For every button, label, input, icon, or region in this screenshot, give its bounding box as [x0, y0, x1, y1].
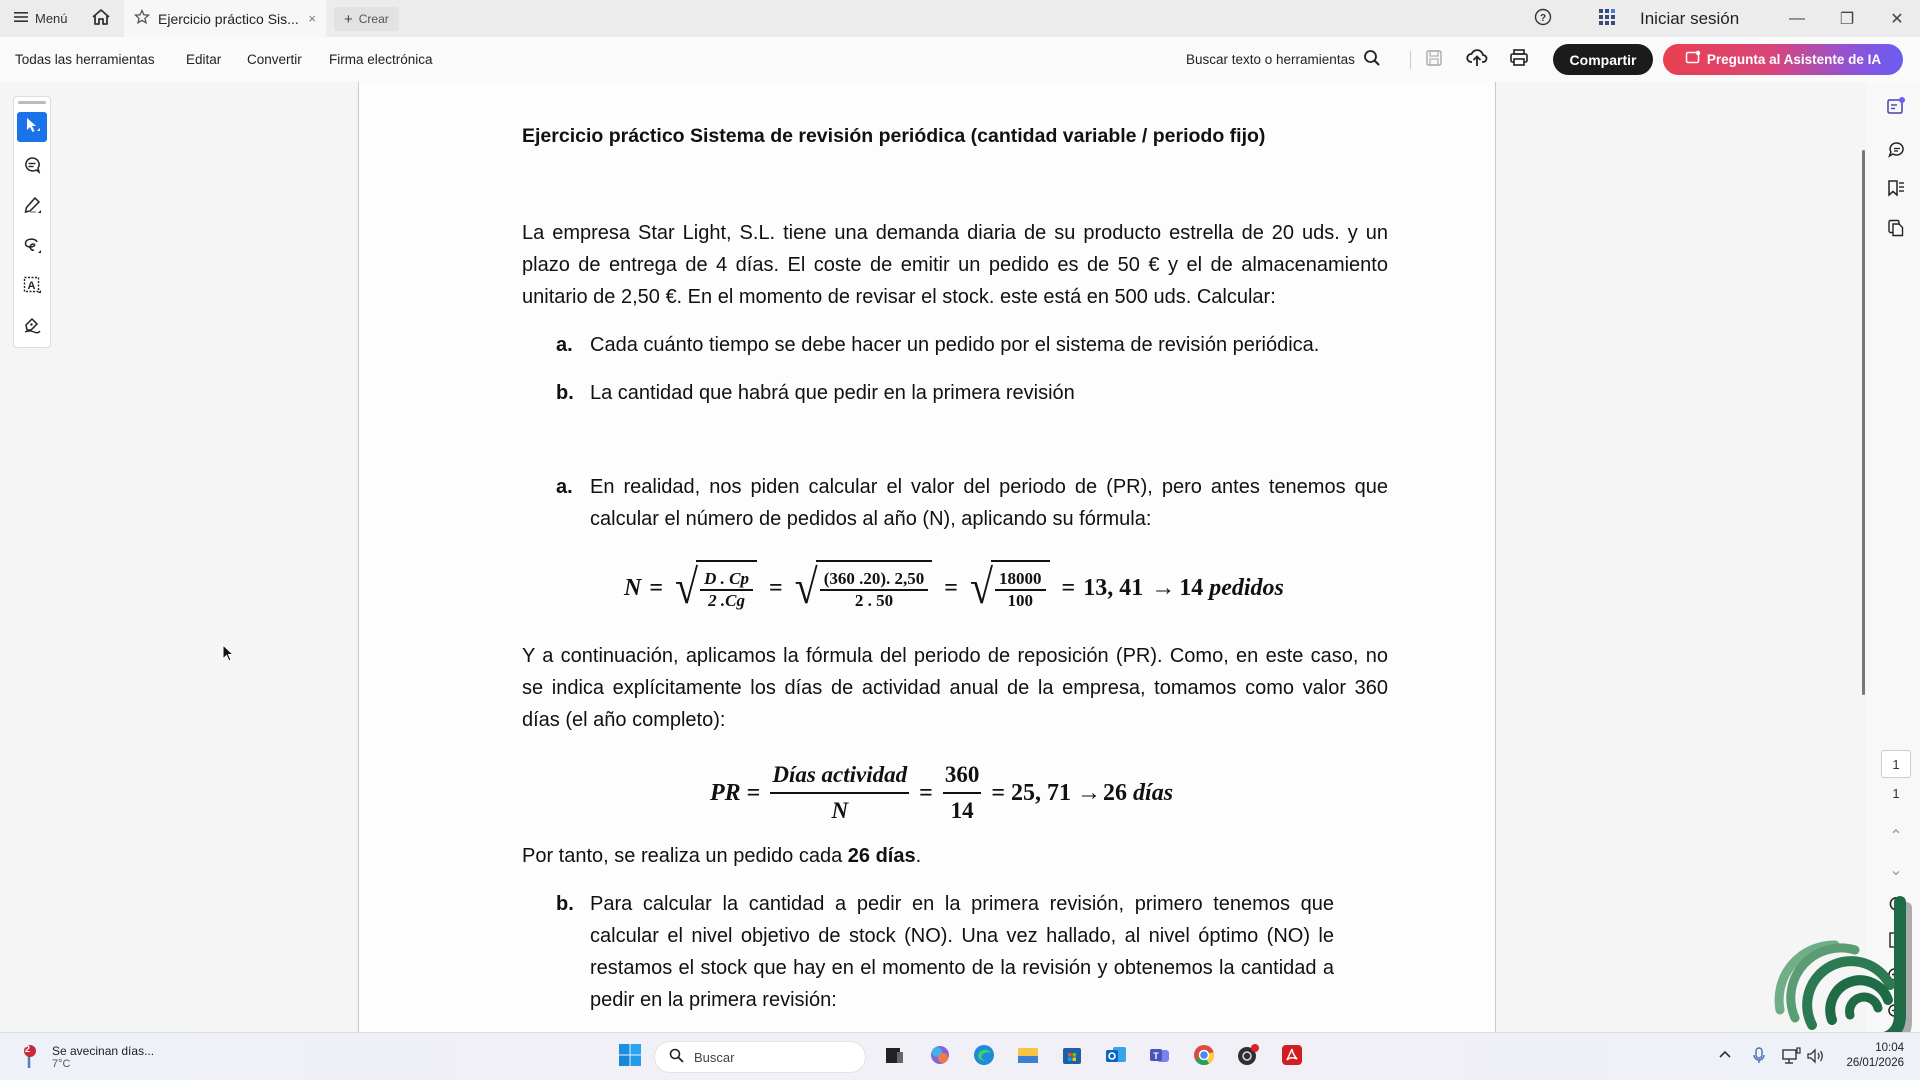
formula-n-eq3: =	[944, 574, 958, 601]
intro-paragraph: La empresa Star Light, S.L. tiene una demanda diaria de su producto estrella de 20 uds. y un plazo de entrega de 4 días. El coste de emitir un pedido es de 50 € y el de almacenamiento unitario de 2,50 €. En el momento de revisar el stock. este está en 500 uds. Calcular:	[522, 222, 1388, 308]
file-explorer-button[interactable]	[1012, 1041, 1044, 1073]
tab-title: Ejercicio práctico Sis...	[158, 10, 299, 27]
taskbar-search-placeholder: Buscar	[694, 1049, 735, 1065]
formula-n	[624, 554, 1284, 622]
acrobat-button[interactable]	[1276, 1041, 1308, 1073]
taskbar-search-box[interactable]	[654, 1041, 866, 1073]
menu-e-signature[interactable]: Firma electrónica	[329, 52, 433, 67]
menu-label: Menú	[35, 11, 68, 26]
menu-edit[interactable]: Editar	[186, 52, 222, 67]
minimize-button[interactable]: —	[1789, 9, 1805, 27]
draw-tool-button[interactable]	[17, 192, 47, 222]
pen-highlight-icon	[22, 195, 42, 220]
select-tool-button[interactable]	[17, 112, 47, 142]
outlook-button[interactable]	[1100, 1041, 1132, 1073]
question-a-text: Cada cuánto tiempo se debe hacer un pedido por el sistema de revisión periódica.	[590, 334, 1320, 356]
start-button[interactable]	[614, 1041, 646, 1073]
formula-pr-unit: días	[1133, 779, 1174, 806]
share-button[interactable]: Compartir	[1553, 44, 1653, 75]
main-toolbar	[0, 37, 1920, 82]
system-clock[interactable]	[1836, 1041, 1904, 1071]
svg-text:?: ?	[1539, 13, 1547, 24]
plus-icon: +	[344, 10, 353, 28]
restore-button[interactable]: ❐	[1839, 10, 1855, 28]
obs-icon	[1236, 1043, 1260, 1072]
formula-pr-f2-num: 360	[943, 762, 982, 794]
formula-pr	[710, 752, 1173, 834]
tray-overflow-icon[interactable]	[1718, 1047, 1732, 1062]
microphone-icon[interactable]	[1752, 1047, 1766, 1068]
sign-in-link[interactable]: Iniciar sesión	[1640, 8, 1740, 28]
conclusion-paragraph	[522, 840, 921, 872]
task-view-button[interactable]	[878, 1041, 910, 1073]
bookmarks-icon	[1886, 178, 1906, 203]
weather-badge: 2	[25, 1044, 31, 1054]
ai-panel-button[interactable]	[1884, 96, 1908, 120]
weather-icon	[22, 1042, 44, 1072]
formula-n-f2-num: (360 .20). 2,50	[820, 569, 929, 591]
store-button[interactable]	[1056, 1041, 1088, 1073]
comments-icon	[1886, 140, 1906, 165]
arrow-right-icon: →	[1077, 779, 1102, 806]
toolbar-divider	[1410, 51, 1411, 69]
formula-n-f2-den: 2 . 50	[854, 591, 894, 610]
home-button[interactable]	[90, 0, 112, 37]
formula-n-final: 14	[1179, 574, 1204, 601]
upload-cloud-button[interactable]	[1465, 48, 1489, 72]
conclusion-bold: 26 días	[847, 845, 916, 867]
print-button[interactable]	[1507, 48, 1531, 72]
edge-button[interactable]	[968, 1041, 1000, 1073]
page-total: 1	[1892, 786, 1900, 801]
question-a-marker: a.	[556, 334, 573, 356]
formula-pr-lhs: PR	[710, 779, 741, 806]
next-page-button[interactable]: ⌄	[1889, 862, 1903, 879]
menu-all-tools[interactable]: Todas las herramientas	[15, 52, 155, 67]
store-icon	[1060, 1043, 1084, 1072]
close-window-button[interactable]: ✕	[1890, 10, 1904, 28]
edge-icon	[972, 1043, 996, 1072]
text-recognition-icon	[22, 275, 42, 300]
create-label: Crear	[358, 12, 389, 26]
chrome-icon	[1192, 1043, 1216, 1072]
obs-button[interactable]	[1232, 1041, 1264, 1073]
answer-b-text: Para calcular la cantidad a pedir en la primera revisión, primero tenemos que calcular el nivel objetivo de stock (NO). Una vez hallado, al nivel óptimo (NO) le restamos el stock que hay en el momento de la revisión y obtenemos la cantidad a pedir en la primera revisión:	[590, 893, 1334, 1011]
tab-close-icon[interactable]: ×	[308, 11, 316, 26]
sign-tool-button[interactable]	[17, 312, 47, 342]
formula-pr-eq3: =	[991, 779, 1006, 806]
formula-pr-result: 25, 71	[1011, 779, 1072, 806]
help-icon	[1534, 8, 1552, 29]
formula-pr-f1-num: Días actividad	[770, 762, 909, 794]
clock-time: 10:04	[1875, 1042, 1904, 1054]
pages-panel-button[interactable]	[1884, 218, 1908, 242]
answer-b-marker: b.	[556, 893, 574, 915]
mouse-cursor-icon	[222, 644, 236, 669]
select-cursor-icon	[23, 116, 41, 139]
comment-icon	[22, 155, 42, 180]
weather-temp: 7°C	[52, 1058, 71, 1070]
formula-n-f3-den: 100	[1007, 591, 1034, 610]
star-icon[interactable]	[134, 9, 150, 28]
comments-panel-button[interactable]	[1884, 140, 1908, 164]
page-number-input[interactable]: 1	[1881, 750, 1911, 778]
answer-a-text: En realidad, nos piden calcular el valor del periodo de (PR), pero antes tenemos que calcular el número de pedidos al año (N), aplicando su fórmula:	[590, 476, 1388, 530]
file-explorer-icon	[1016, 1043, 1040, 1072]
save-icon	[1425, 49, 1443, 72]
quick-tools-rail	[13, 96, 51, 348]
ai-chat-icon	[1685, 50, 1701, 69]
pr-paragraph: Y a continuación, aplicamos la fórmula del periodo de reposición (PR). Como, en este caso, no se indica explícitamente los días de actividad anual de la empresa, tomamos como valor 360 días (el año completo):	[522, 645, 1388, 731]
formula-n-f1-den: 2 .Cg	[708, 591, 745, 610]
apps-button[interactable]	[1598, 0, 1616, 37]
lasso-draw-icon	[22, 235, 42, 260]
question-b-marker: b.	[556, 382, 574, 404]
sign-icon	[22, 315, 42, 340]
home-icon	[91, 8, 111, 29]
formula-n-result: 13, 41	[1083, 574, 1144, 601]
hamburger-icon	[14, 11, 28, 26]
arrow-right-icon: →	[1151, 574, 1176, 601]
acrobat-icon	[1280, 1043, 1304, 1072]
formula-n-eq4: =	[1061, 574, 1076, 601]
comment-tool-button[interactable]	[17, 152, 47, 182]
copilot-icon	[928, 1043, 952, 1072]
document-title: Ejercicio práctico Sistema de revisión periódica (cantidad variable / periodo fijo)	[522, 125, 1266, 147]
weather-title: Se avecinan días...	[52, 1044, 155, 1058]
formula-n-lhs: N	[624, 574, 642, 601]
formula-n-f3-num: 18000	[995, 569, 1046, 591]
teams-icon	[1148, 1043, 1172, 1072]
formula-pr-f2-den: 14	[950, 798, 974, 823]
copilot-button[interactable]	[924, 1041, 956, 1073]
vertical-scrollbar[interactable]	[1862, 150, 1865, 695]
previous-page-button[interactable]: ⌃	[1889, 828, 1903, 845]
search-icon	[1363, 49, 1381, 70]
pages-icon	[1886, 218, 1906, 243]
lasso-tool-button[interactable]	[17, 232, 47, 262]
bookmarks-panel-button[interactable]	[1884, 178, 1908, 202]
teams-button[interactable]	[1144, 1041, 1176, 1073]
formula-n-sqrt3: √ $\frac{18000}{100}$	[970, 560, 1050, 616]
formula-n-eq2: =	[768, 574, 783, 601]
chrome-button[interactable]	[1188, 1041, 1220, 1073]
task-view-icon	[883, 1044, 905, 1071]
weather-widget[interactable]	[22, 1039, 154, 1075]
svg-text:A: A	[27, 279, 36, 292]
ai-assistant-button[interactable]	[1663, 44, 1903, 75]
formula-n-eq1: =	[649, 574, 664, 601]
formula-n-f1-num: D . Cp	[700, 569, 753, 591]
title-bar	[0, 0, 1920, 37]
create-button[interactable]	[334, 7, 399, 31]
save-button[interactable]	[1422, 48, 1446, 72]
windows-logo-icon	[618, 1043, 642, 1072]
formula-pr-final: 26	[1103, 779, 1128, 806]
cloud-upload-icon	[1466, 48, 1488, 73]
network-icon[interactable]	[1782, 1047, 1802, 1068]
help-button[interactable]	[1534, 0, 1552, 37]
volume-icon[interactable]	[1806, 1047, 1826, 1068]
rail-grip[interactable]	[18, 101, 46, 104]
conclusion-prefix: Por tanto, se realiza un pedido cada	[522, 845, 848, 867]
formula-n-unit: pedidos	[1209, 574, 1284, 601]
conclusion-suffix: .	[915, 845, 922, 867]
outlook-icon	[1104, 1043, 1128, 1072]
ai-assistant-label: Pregunta al Asistente de IA	[1706, 52, 1882, 67]
formula-n-sqrt1: √ $\frac{D . Cp}{2 .Cg}$	[675, 560, 757, 616]
formula-pr-f1-den: N	[831, 798, 849, 823]
question-b-text: La cantidad que habrá que pedir en la primera revisión	[590, 382, 1075, 404]
formula-pr-eq2: =	[919, 779, 933, 806]
search-tools-label: Buscar texto o herramientas	[1186, 52, 1355, 67]
tab-document[interactable]	[124, 0, 326, 37]
ai-panel-icon	[1886, 96, 1906, 121]
clock-date: 26/01/2026	[1846, 1057, 1904, 1069]
windows-taskbar	[0, 1032, 1920, 1080]
menu-convert[interactable]: Convertir	[247, 52, 302, 67]
formula-pr-eq1: =	[746, 779, 761, 806]
menu-button[interactable]	[14, 0, 68, 37]
formula-n-sqrt2: √ $\frac{(360 .20). 2,50}{2 . 50}$	[795, 560, 933, 616]
search-tools-button[interactable]	[1186, 37, 1381, 82]
text-recognition-tool-button[interactable]	[17, 272, 47, 302]
search-icon	[669, 1048, 684, 1066]
answer-a-marker: a.	[556, 476, 573, 498]
printer-icon	[1509, 48, 1529, 73]
apps-grid-icon	[1598, 8, 1616, 29]
svg-text:T: T	[1153, 1050, 1159, 1061]
